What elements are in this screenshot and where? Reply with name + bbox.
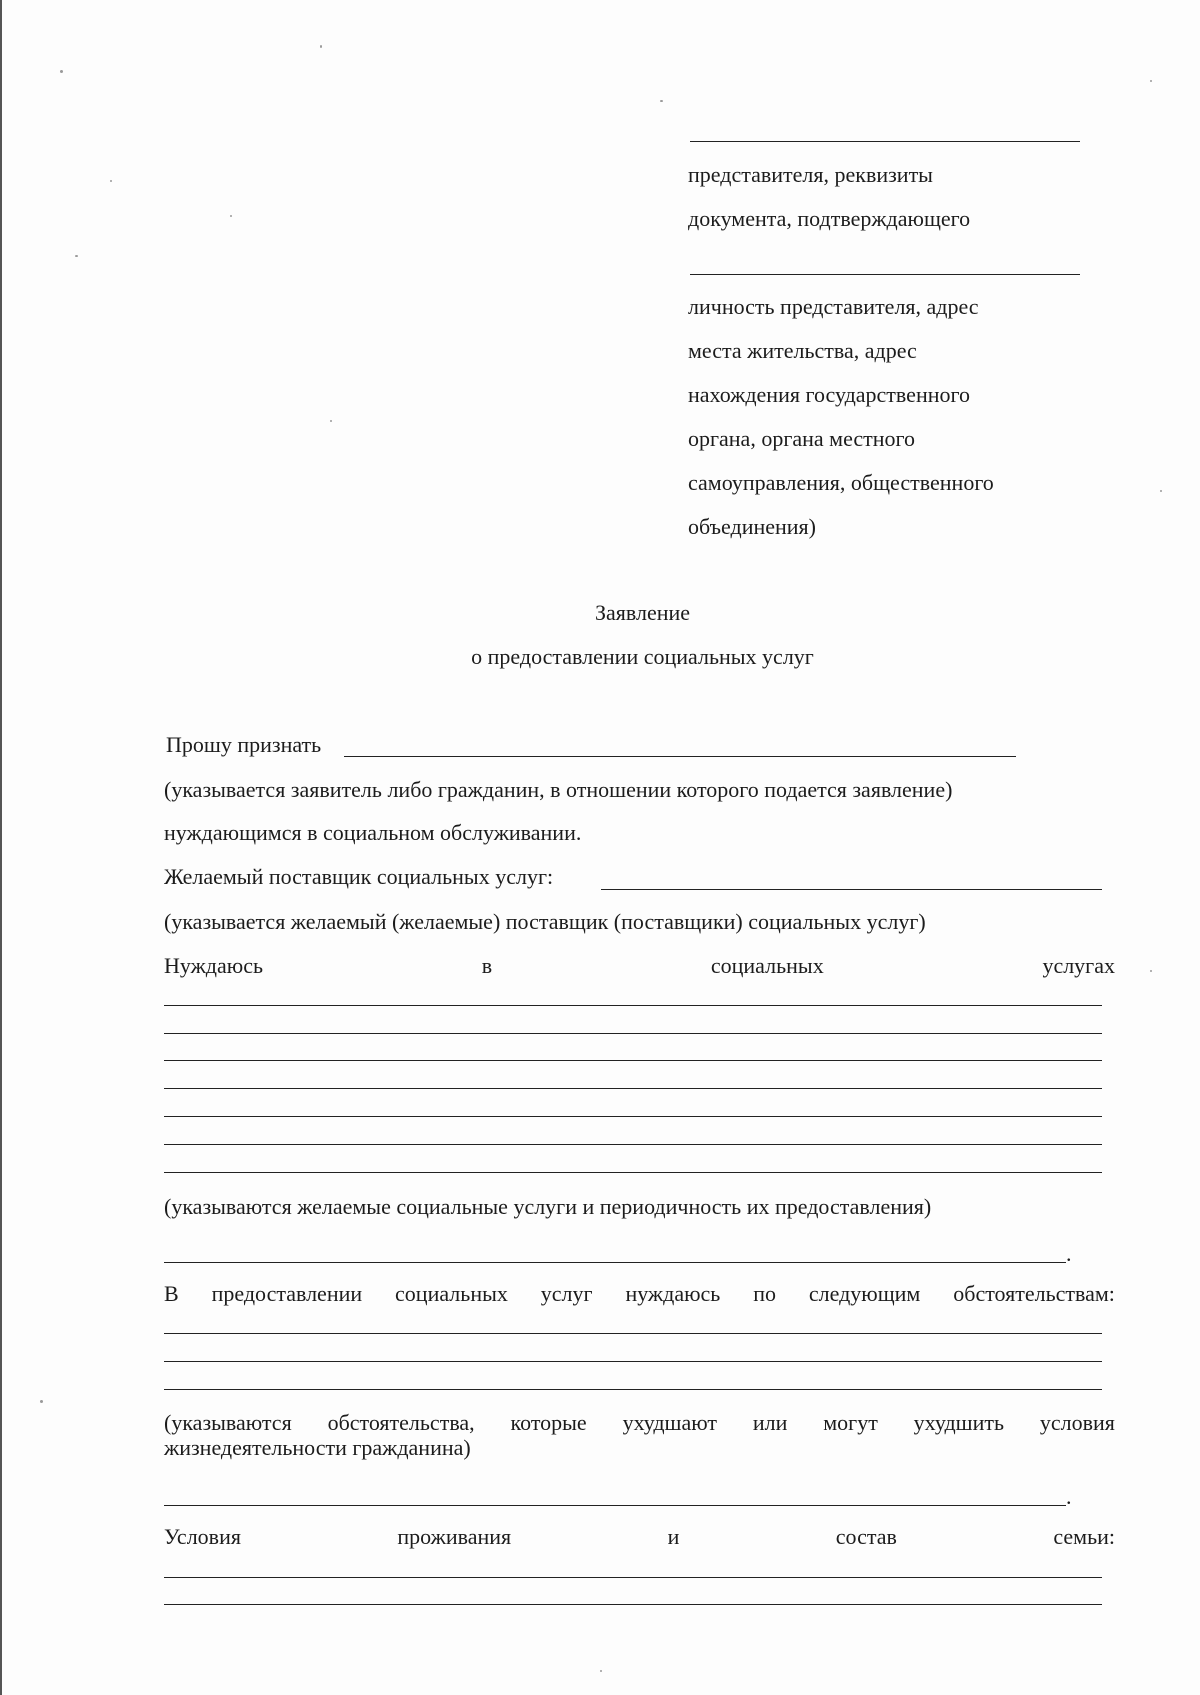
living-word: и [667,1524,680,1549]
circumstances-label [164,1280,1115,1308]
circumstances-word: услуг [540,1281,593,1306]
circumstances-word: обстоятельствам: [953,1281,1115,1306]
circumstances-hint-word: обстоятельства, [327,1410,475,1435]
services-end-dot: . [1066,1241,1072,1266]
scan-speck [600,1670,602,1672]
header-line-5: нахождения государственного [688,382,970,407]
document-subtitle: о предоставлении социальных услуг [471,644,814,669]
circumstances-word: предоставлении [211,1281,363,1306]
living-label [164,1523,1115,1551]
services-fill-line[interactable] [164,1116,1102,1117]
provider-label: Желаемый поставщик социальных услуг: [164,864,554,889]
scan-speck [660,100,663,102]
circumstances-fill-line[interactable] [164,1361,1102,1362]
page-left-edge [0,0,2,1695]
services-fill-line[interactable] [164,1060,1102,1061]
services-fill-line[interactable] [164,1033,1102,1034]
circumstances-hint [164,1411,1115,1435]
circumstances-extra-line[interactable] [164,1505,1066,1506]
services-label [164,952,1115,980]
circumstances-word: В [164,1281,179,1306]
services-fill-line[interactable] [164,1088,1102,1089]
scan-speck [110,180,112,182]
circumstances-hint-word: условия [1039,1410,1115,1435]
scan-speck [230,215,232,217]
header-line-6: органа, органа местного [688,426,916,451]
request-hint: (указывается заявитель либо гражданин, в отношении которого подается заявление) [164,777,953,802]
circumstances-hint-word: ухудшают [622,1410,717,1435]
services-hint: (указываются желаемые социальные услуги и периодичность их предоставления) [164,1194,932,1219]
circumstances-word: следующим [808,1281,921,1306]
header-line-2: документа, подтверждающего [688,206,971,231]
circumstances-word: социальных [395,1281,508,1306]
scan-speck [40,1400,43,1403]
living-word: проживания [397,1524,512,1549]
circumstances-hint-line2: жизнедеятельности гражданина) [164,1435,471,1460]
document-title: Заявление [594,600,691,625]
circumstances-fill-line[interactable] [164,1333,1102,1334]
living-word: состав [835,1524,897,1549]
services-word: в [481,953,493,978]
scan-speck [75,255,78,257]
living-fill-line[interactable] [164,1604,1102,1605]
services-fill-line[interactable] [164,1172,1102,1173]
circumstances-hint-word: или [752,1410,788,1435]
circumstances-fill-line[interactable] [164,1389,1102,1390]
circumstances-hint-word: могут [823,1410,878,1435]
services-word: Нуждаюсь [164,953,263,978]
circumstances-end-dot: . [1066,1484,1072,1509]
provider-hint: (указывается желаемый (желаемые) поставщик (поставщики) социальных услуг) [164,909,926,934]
provider-fill-line[interactable] [601,889,1102,890]
scan-speck [330,420,332,422]
request-label: Прошу признать [166,732,322,757]
services-word: услугах [1042,953,1115,978]
header-line-8: объединения) [688,514,816,539]
header-line-7: самоуправления, общественного [688,470,994,495]
scan-speck [1150,80,1152,82]
scan-speck [60,70,63,73]
header-top-line [690,141,1080,142]
services-word: социальных [710,953,824,978]
header-line-1: представителя, реквизиты [688,162,933,187]
circumstances-word: по [753,1281,776,1306]
services-fill-line[interactable] [164,1005,1102,1006]
scan-speck [1150,970,1152,972]
header-line-4: места жительства, адрес [688,338,917,363]
scan-speck [1160,490,1162,492]
services-extra-line[interactable] [164,1262,1066,1263]
circumstances-hint-word: (указываются [164,1410,292,1435]
request-fill-line[interactable] [344,756,1016,757]
need-line: нуждающимся в социальном обслуживании. [164,820,582,845]
header-line-3: личность представителя, адрес [688,294,979,319]
living-word: семьи: [1053,1524,1115,1549]
services-fill-line[interactable] [164,1144,1102,1145]
living-fill-line[interactable] [164,1577,1102,1578]
circumstances-hint-word: которые [510,1410,587,1435]
circumstances-hint-word: ухудшить [913,1410,1005,1435]
scan-speck [320,45,322,48]
circumstances-word: нуждаюсь [625,1281,721,1306]
header-mid-line [690,274,1080,275]
living-word: Условия [164,1524,241,1549]
